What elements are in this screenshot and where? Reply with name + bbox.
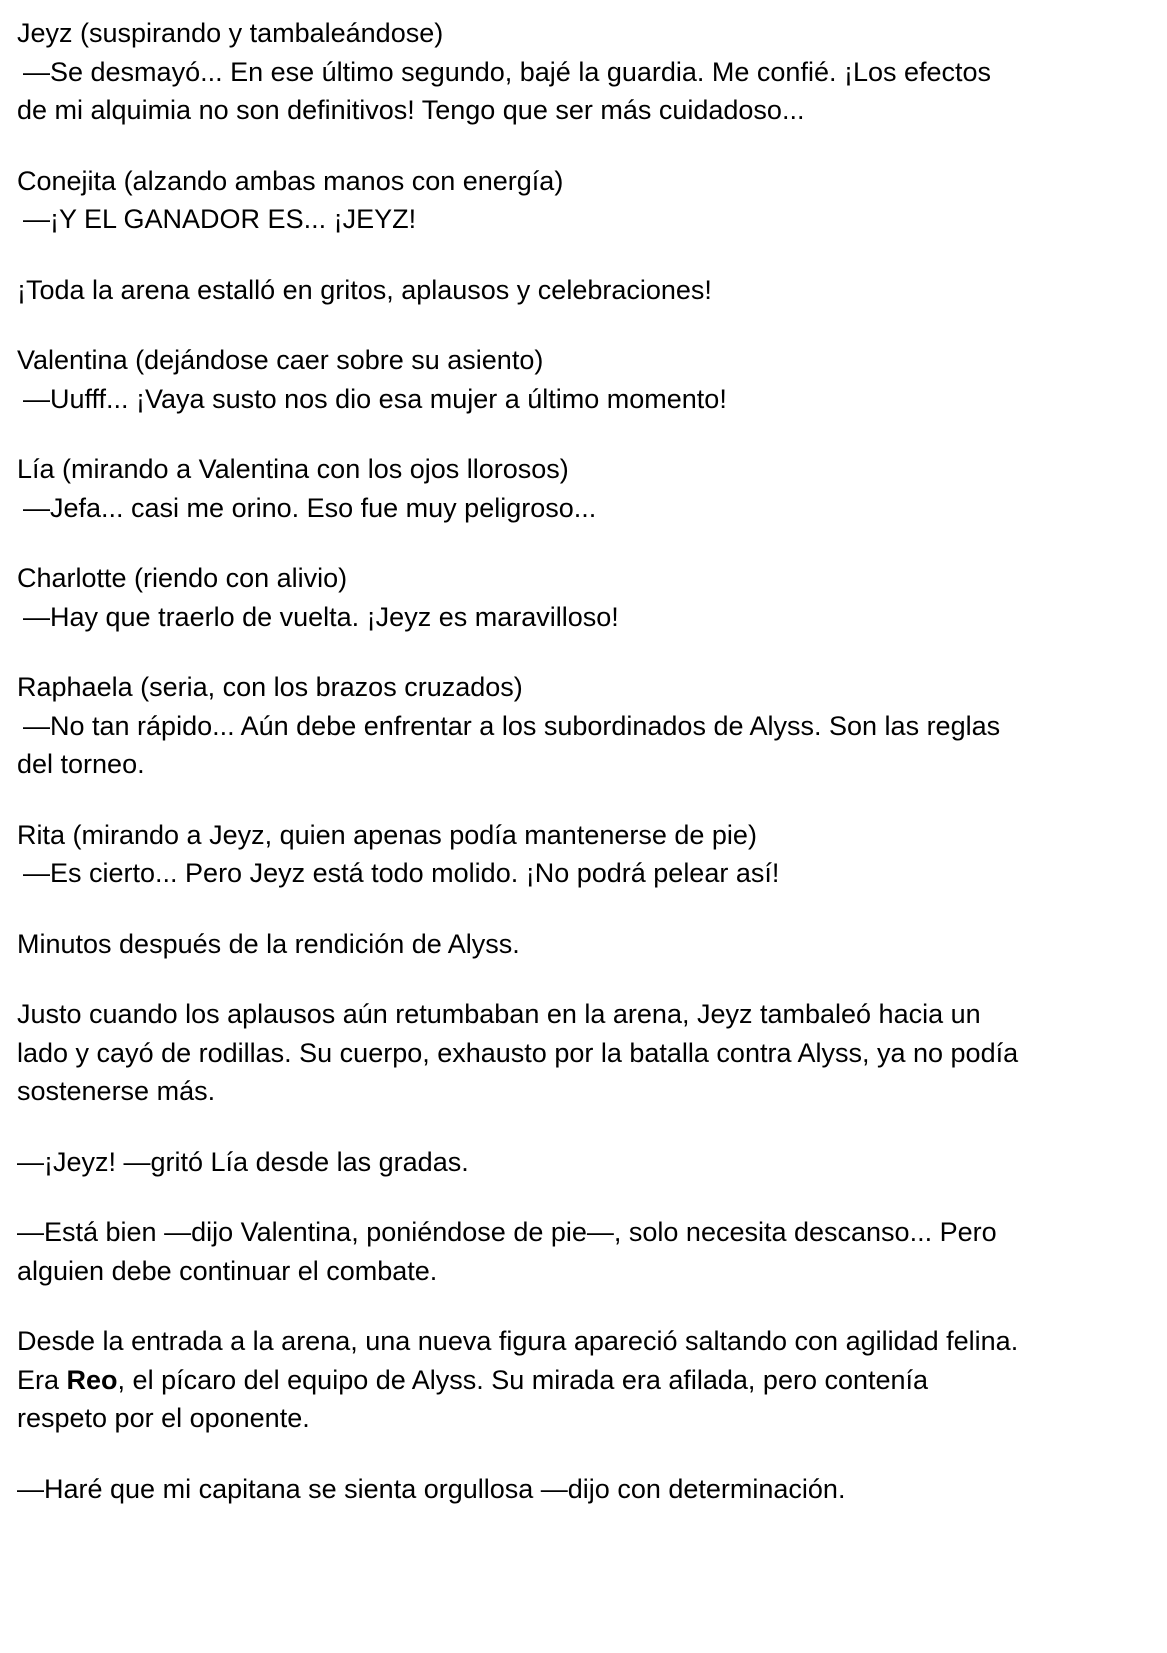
dialogue-line: —No tan rápido... Aún debe enfrentar a los subordinados de Alyss. Son las reglas (23, 710, 1001, 741)
dialogue-line: —Es cierto... Pero Jeyz está todo molido. ¡No podrá pelear así! (23, 858, 780, 888)
dialogue-valentina (17, 341, 1157, 418)
dialogue-lia (17, 450, 1157, 527)
speaker-label: Lía (mirando a Valentina con los ojos llorosos) (17, 454, 569, 484)
speaker-label: Conejita (alzando ambas manos con energía) (17, 165, 564, 196)
narration-paragraph (17, 1213, 1157, 1290)
dialogue-line: del torneo. (17, 749, 145, 779)
narration-line: Justo cuando los aplausos aún retumbaban en la arena, Jeyz tambaleó hacia un (17, 999, 981, 1029)
narration-line: sostenerse más. (17, 1076, 216, 1106)
narration-line: Minutos después de la rendición de Alyss. (17, 928, 520, 959)
narration-paragraph (17, 1322, 1157, 1438)
narration-line: alguien debe continuar el combate. (17, 1255, 438, 1286)
dialogue-line: —Se desmayó... En ese último segundo, bajé la guardia. Me confié. ¡Los efectos (23, 56, 992, 87)
narration-line (17, 1361, 1157, 1400)
narration-paragraph (17, 1470, 1157, 1509)
dialogue-charlotte (17, 559, 1157, 636)
narration-line: respeto por el oponente. (17, 1403, 310, 1433)
narration-line: —Haré que mi capitana se sienta orgullosa —dijo con determinación. (17, 1473, 846, 1504)
narration-paragraph (17, 1143, 1157, 1182)
narration-text: , el pícaro del equipo de Alyss. Su mirada era afilada, pero contenía (117, 1364, 929, 1395)
dialogue-line: —Hay que traerlo de vuelta. ¡Jeyz es maravilloso! (23, 601, 619, 632)
document-page (17, 14, 1157, 1540)
speaker-label: Jeyz (suspirando y tambaleándose) (17, 18, 444, 48)
narration-line: —Está bien —dijo Valentina, poniéndose de pie—, solo necesita descanso... Pero (17, 1217, 997, 1247)
speaker-label: Raphaela (seria, con los brazos cruzados) (17, 672, 523, 702)
character-name-bold: Reo (66, 1364, 118, 1395)
narration-line: ¡Toda la arena estalló en gritos, aplausos y celebraciones! (17, 274, 712, 305)
narration-line: lado y cayó de rodillas. Su cuerpo, exhausto por la batalla contra Alyss, ya no podía (17, 1037, 1019, 1068)
dialogue-line: —Jefa... casi me orino. Eso fue muy peligroso... (23, 492, 597, 523)
narration-text: Era (17, 1364, 67, 1395)
speaker-label: Valentina (dejándose caer sobre su asiento) (17, 345, 544, 375)
dialogue-conejita (17, 162, 1157, 239)
dialogue-jeyz (17, 14, 1157, 130)
speaker-label: Rita (mirando a Jeyz, quien apenas podía mantenerse de pie) (17, 819, 757, 850)
narration-paragraph (17, 995, 1157, 1111)
narration-paragraph (17, 271, 1157, 310)
speaker-label: Charlotte (riendo con alivio) (17, 563, 348, 593)
dialogue-raphaela (17, 668, 1157, 784)
dialogue-line: —¡Y EL GANADOR ES... ¡JEYZ! (23, 204, 417, 234)
dialogue-rita (17, 816, 1157, 893)
narration-paragraph (17, 925, 1157, 964)
narration-line: —¡Jeyz! —gritó Lía desde las gradas. (17, 1146, 469, 1177)
dialogue-line: —Uufff... ¡Vaya susto nos dio esa mujer a último momento! (23, 383, 727, 414)
narration-line: Desde la entrada a la arena, una nueva figura apareció saltando con agilidad felina. (17, 1326, 1019, 1356)
dialogue-line: de mi alquimia no son definitivos! Tengo que ser más cuidadoso... (17, 95, 805, 125)
